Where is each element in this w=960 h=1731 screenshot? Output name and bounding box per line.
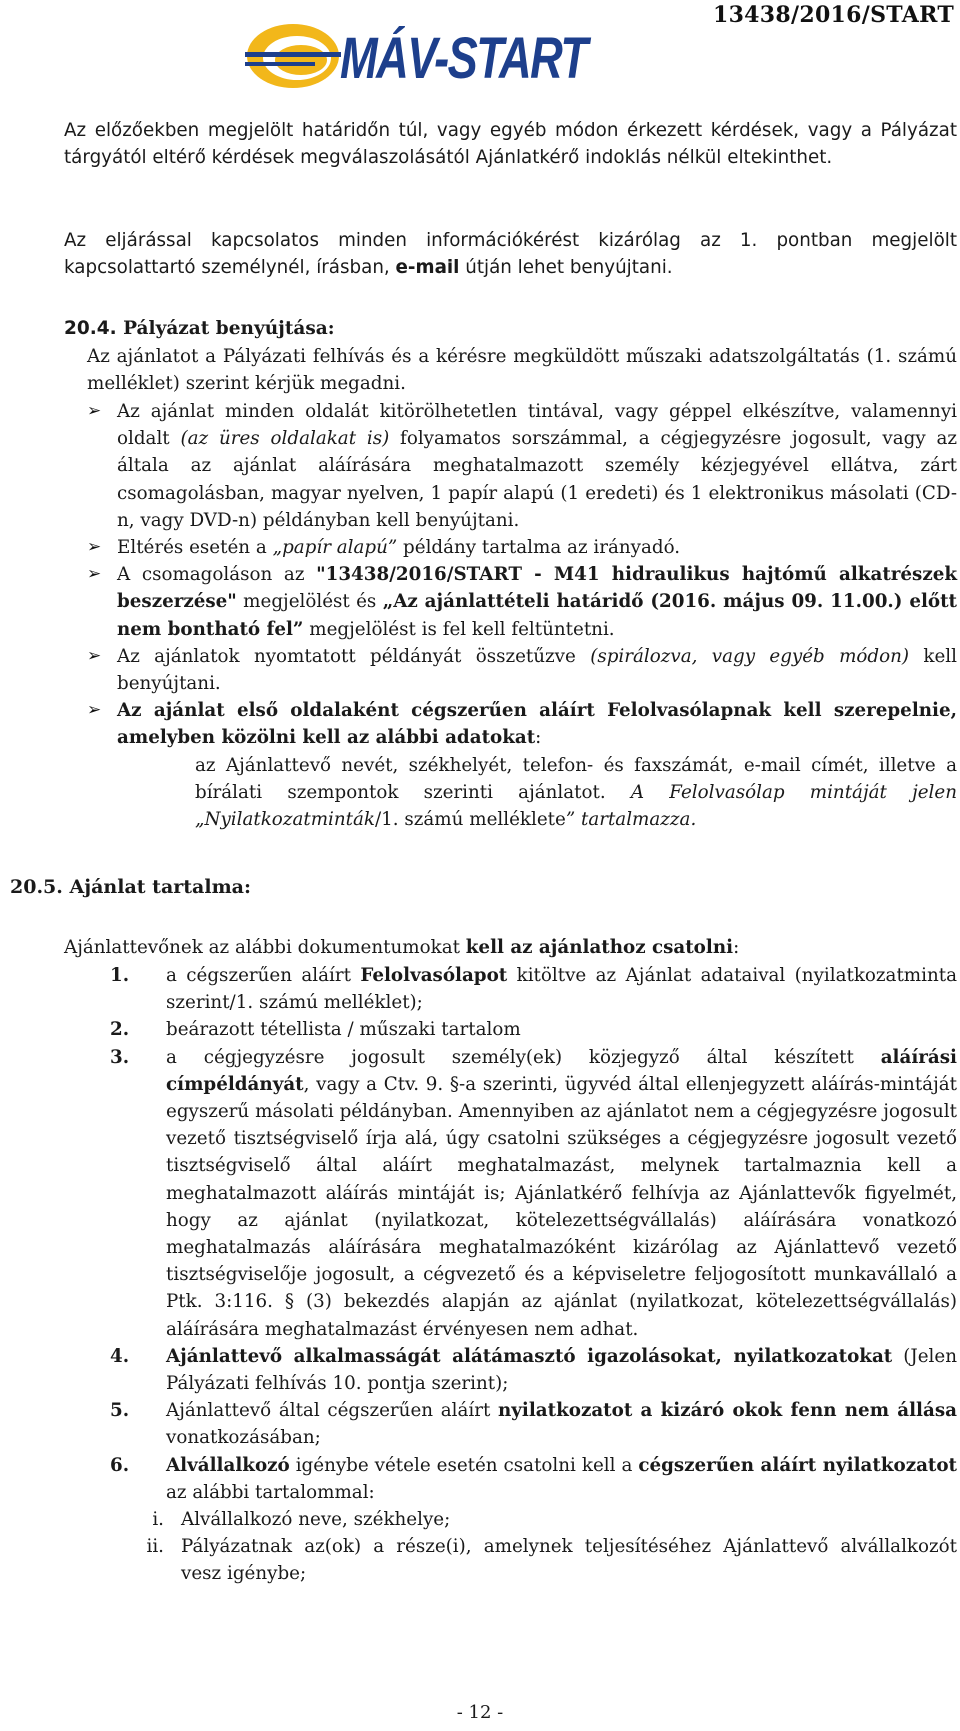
list-item: ➢ Az ajánlat minden oldalát kitörölhetetlen tintával, vagy géppel elkészítve, valamennyi oldalt (az üres oldalakat is) folyamatos sorszámmal, a cégjegyzésre jogosult, vagy az általa az ajánlat aláírására meghatalmazott személy kézjegyével ellátva, zárt csomagolásban, magyar nyelven, 1 papír alapú (1 eredeti) és 1 elektronikus másolati (CD-n, vagy DVD-n) példányban kell benyújtani. <box>87 398 957 534</box>
section-heading-20-5: 20.5. Ajánlat tartalma: <box>10 876 251 898</box>
reading-sheet-details: az Ajánlattevő nevét, székhelyét, telefon- és faxszámát, e-mail címét, illetve a bírálati szempontok szerinti ajánlatot. A Felolvasólap mintáját jelen „Nyilatkozatminták/1. számú melléklete” tartalmazza. <box>195 754 957 831</box>
list-item: ➢ Eltérés esetén a „papír alapú” példány tartalma az irányadó. <box>87 534 957 561</box>
list-item: ➢ A csomagoláson az "13438/2016/START - M41 hidraulikus hajtómű alkatrészek beszerzése" megjelölést és „Az ajánlattételi határidő (2016. május 09. 11.00.) előtt nem bontható fel” megjelölést is fel kell feltüntetni. <box>87 561 957 643</box>
list-item: ii. Pályázatnak az(ok) a része(i), amelynek teljesítéséhez Ajánlattevő alvállalkozót vesz igénybe; <box>146 1536 957 1585</box>
list-item: ➢ Az ajánlat első oldalaként cégszerűen aláírt Felolvasólapnak kell szerepelnie, amelyben közölni kell az alábbi adatokat: <box>87 697 957 751</box>
list-item: ➢ Az ajánlatok nyomtatott példányát összetűzve (spirálozva, vagy egyéb módon) kell benyújtani. <box>87 643 957 697</box>
list-item: 1. a cégszerűen aláírt Felolvasólapot kitöltve az Ajánlat adataival (nyilatkozatminta szerint/1. számú melléklet); <box>110 965 958 1014</box>
section-20-4-intro: Az ajánlatot a Pályázati felhívás és a kérésre megküldött műszaki adatszolgáltatás (1. számú melléklet) szerint kérjük megadni. <box>87 346 957 395</box>
submission-rules-list <box>87 398 957 833</box>
arrow-bullet-icon: ➢ <box>87 564 102 585</box>
list-item: 4. Ajánlattevő alkalmasságát alátámasztó igazolásokat, nyilatkozatokat (Jelen Pályázati felhívás 10. pontja szerint); <box>110 1345 957 1395</box>
list-item: i. Alvállalkozó neve, székhelye; <box>152 1509 451 1531</box>
list-item: 2. beárazott tétellista / műszaki tartalom <box>110 1019 521 1041</box>
paragraph-questions-note: Az előzőekben megjelölt határidőn túl, vagy egyéb módon érkezett kérdések, vagy a Pályázat tárgyától eltérő kérdések megválaszolásától Ajánlatkérő indoklás nélkül eltekinthet. <box>64 120 957 169</box>
logo-wordmark: MÁV-START <box>340 26 587 91</box>
mav-start-logo <box>245 22 675 90</box>
arrow-bullet-icon: ➢ <box>87 401 102 421</box>
list-item: 3. a cégjegyzésre jogosult személy(ek) közjegyző által készített aláírási címpéldányát, vagy a Ctv. 9. §-a szerinti, ügyvéd által ellenjegyzett aláírás-mintáját egyszerű másolati példányban. Amennyiben az ajánlatot nem a cégjegyzésre jogosult vezető tisztségviselő írja alá, úgy csatolni szükséges a cégjegyzésre jogosult vezető tisztségviselő által aláírt meghatalmazást, melynek tartalmaznia kell a meghatalmazott aláírás mintáját is; Ajánlatkérő felhívja az Ajánlattevők figyelmét, hogy az ajánlat (nyilatkozat, kötelezettségvállalás) aláírására vonatkozó meghatalmazás aláírására meghatalmazóként kizárólag az Ajánlattevő vezető tisztségviselője jogosult, a cégvezető és a képviseletre feljogosított munkavállaló a Ptk. 3:116. § (3) bekezdés alapján az ajánlat (nyilatkozat, kötelezettségvállalás) aláírására meghatalmazást érvényesen nem adhat. <box>110 1046 957 1340</box>
arrow-bullet-icon: ➢ <box>87 700 102 721</box>
section-heading-20-4: 20.4. Pályázat benyújtása: <box>64 318 335 339</box>
document-reference: 13438/2016/START <box>712 2 954 28</box>
page-number: - 12 - <box>456 1702 504 1723</box>
section-20-5-intro: Ajánlattevőnek az alábbi dokumentumokat kell az ajánlathoz csatolni: <box>64 937 740 958</box>
arrow-bullet-icon: ➢ <box>87 537 102 558</box>
required-documents-list <box>110 962 957 1588</box>
subcontractor-details-list <box>110 1506 957 1588</box>
list-item: 6. Alvállalkozó igénybe vétele esetén csatolni kell a cégszerűen aláírt nyilatkozatot az alábbi tartalommal: <box>110 1454 958 1503</box>
list-item: 5. Ajánlattevő által cégszerűen aláírt nyilatkozatot a kizáró okok fenn nem állása vonatkozásában; <box>110 1400 957 1449</box>
email-emphasis: e-mail <box>395 257 460 279</box>
paragraph-information-request: Az eljárással kapcsolatos minden információkérést kizárólag az 1. pontban megjelölt kapcsolattartó személynél, írásban, e-mail útján lehet benyújtani. <box>64 230 957 279</box>
arrow-bullet-icon: ➢ <box>87 645 102 666</box>
